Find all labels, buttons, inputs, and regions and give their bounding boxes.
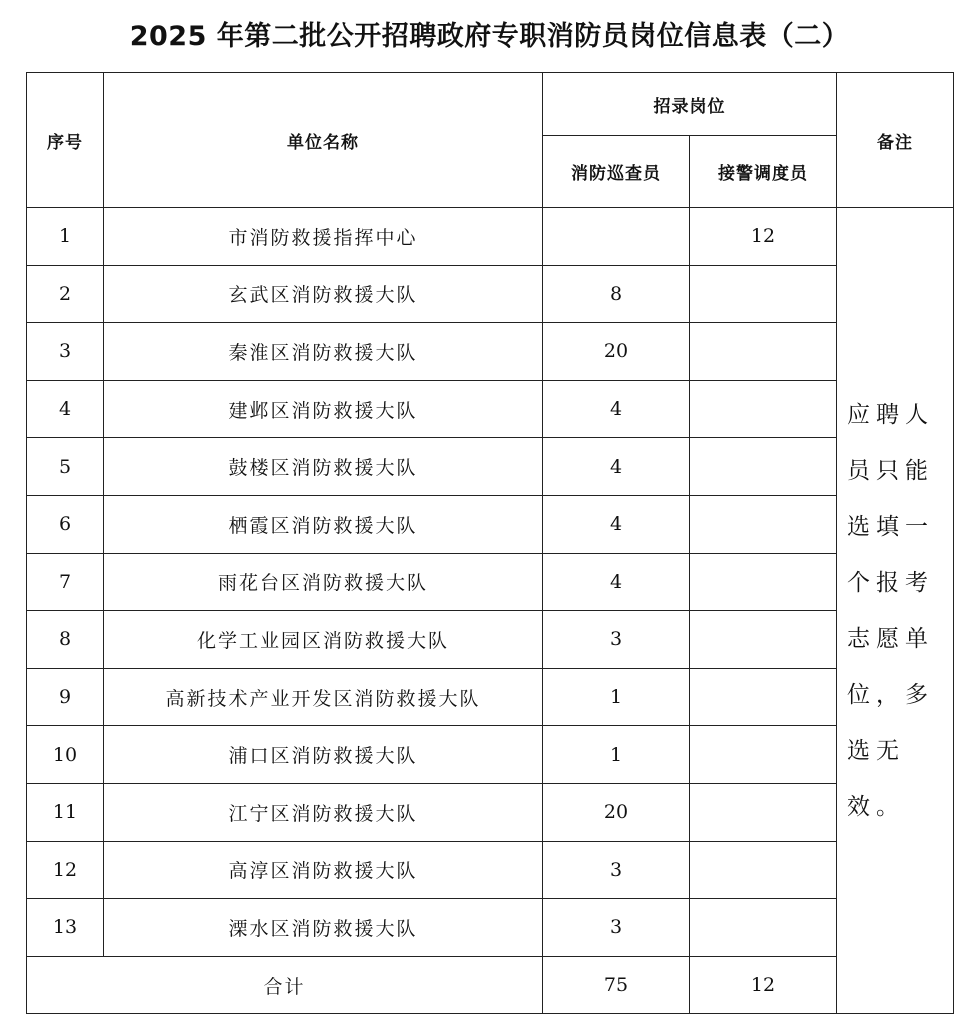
table-row <box>27 380 954 438</box>
header-remark: 备注 <box>837 73 954 208</box>
page-title: 2025 年第二批公开招聘政府专职消防员岗位信息表（二） <box>129 21 850 52</box>
row-dispatch <box>690 380 837 438</box>
total-row <box>27 956 954 1014</box>
row-unit: 浦口区消防救援大队 <box>104 726 543 784</box>
row-unit: 市消防救援指挥中心 <box>104 208 543 266</box>
row-patrol: 20 <box>543 783 690 841</box>
remark-cell <box>837 208 954 1014</box>
table-row <box>27 438 954 496</box>
row-patrol: 4 <box>543 438 690 496</box>
table-row <box>27 208 954 266</box>
row-seq: 1 <box>27 208 104 266</box>
row-seq: 2 <box>27 265 104 323</box>
row-patrol: 3 <box>543 841 690 899</box>
table-row <box>27 783 954 841</box>
row-dispatch <box>690 726 837 784</box>
table-row <box>27 553 954 611</box>
row-patrol: 1 <box>543 668 690 726</box>
row-patrol: 3 <box>543 899 690 957</box>
table-row <box>27 323 954 381</box>
row-dispatch <box>690 668 837 726</box>
row-dispatch <box>690 438 837 496</box>
row-seq: 12 <box>27 841 104 899</box>
row-patrol: 3 <box>543 611 690 669</box>
row-unit: 栖霞区消防救援大队 <box>104 495 543 553</box>
row-unit: 玄武区消防救援大队 <box>104 265 543 323</box>
header-positions: 招录岗位 <box>543 73 837 136</box>
header-patrol: 消防巡查员 <box>543 136 690 208</box>
row-patrol: 1 <box>543 726 690 784</box>
row-unit: 化学工业园区消防救援大队 <box>104 611 543 669</box>
row-dispatch <box>690 783 837 841</box>
header-dispatch: 接警调度员 <box>690 136 837 208</box>
row-seq: 10 <box>27 726 104 784</box>
total-patrol: 75 <box>543 956 690 1014</box>
row-patrol: 4 <box>543 553 690 611</box>
row-patrol: 8 <box>543 265 690 323</box>
total-dispatch: 12 <box>690 956 837 1014</box>
row-seq: 5 <box>27 438 104 496</box>
row-patrol: 4 <box>543 380 690 438</box>
row-unit: 溧水区消防救援大队 <box>104 899 543 957</box>
table-row <box>27 841 954 899</box>
row-dispatch: 12 <box>690 208 837 266</box>
row-seq: 7 <box>27 553 104 611</box>
row-seq: 3 <box>27 323 104 381</box>
row-seq: 11 <box>27 783 104 841</box>
row-seq: 8 <box>27 611 104 669</box>
row-dispatch <box>690 611 837 669</box>
row-patrol <box>543 208 690 266</box>
row-dispatch <box>690 553 837 611</box>
row-unit: 高新技术产业开发区消防救援大队 <box>104 668 543 726</box>
table-row <box>27 495 954 553</box>
total-label: 合计 <box>27 956 543 1014</box>
table-row <box>27 611 954 669</box>
row-seq: 9 <box>27 668 104 726</box>
row-seq: 4 <box>27 380 104 438</box>
header-seq: 序号 <box>27 73 104 208</box>
row-dispatch <box>690 323 837 381</box>
table-row <box>27 726 954 784</box>
row-unit: 建邺区消防救援大队 <box>104 380 543 438</box>
row-unit: 高淳区消防救援大队 <box>104 841 543 899</box>
row-unit: 秦淮区消防救援大队 <box>104 323 543 381</box>
row-unit: 江宁区消防救援大队 <box>104 783 543 841</box>
table-row <box>27 899 954 957</box>
row-unit: 雨花台区消防救援大队 <box>104 553 543 611</box>
header-unit: 单位名称 <box>104 73 543 208</box>
row-patrol: 4 <box>543 495 690 553</box>
row-seq: 13 <box>27 899 104 957</box>
positions-table <box>26 72 954 1014</box>
table-row <box>27 668 954 726</box>
row-dispatch <box>690 495 837 553</box>
table-row <box>27 265 954 323</box>
row-patrol: 20 <box>543 323 690 381</box>
row-dispatch <box>690 841 837 899</box>
row-unit: 鼓楼区消防救援大队 <box>104 438 543 496</box>
row-seq: 6 <box>27 495 104 553</box>
row-dispatch <box>690 899 837 957</box>
remark-text: 应聘人员只能选填一个报考志愿单位，多选无效。 <box>847 401 934 820</box>
row-dispatch <box>690 265 837 323</box>
